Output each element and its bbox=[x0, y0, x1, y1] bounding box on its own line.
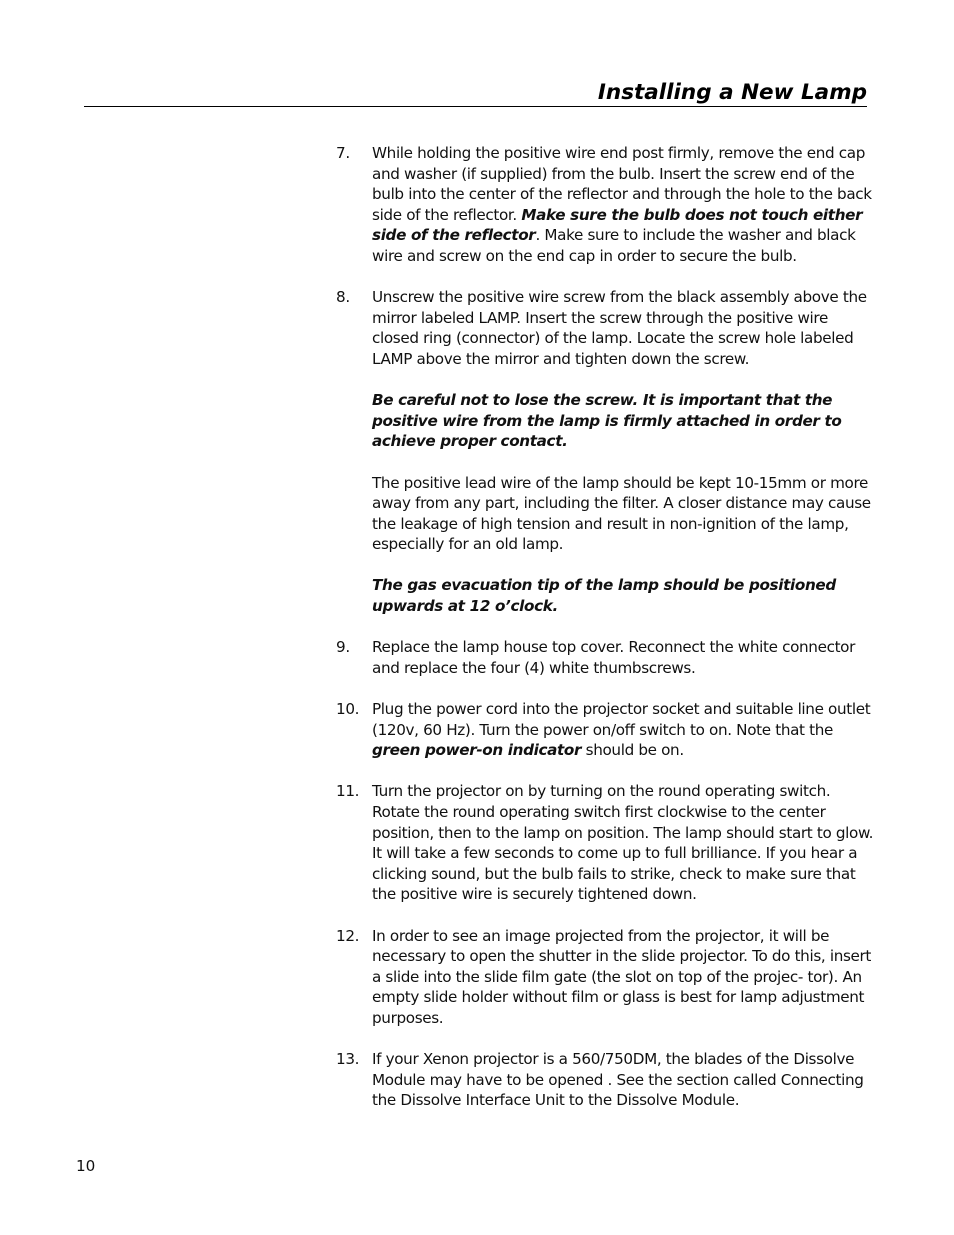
step-gap bbox=[336, 761, 876, 782]
step-gap bbox=[336, 267, 876, 288]
emphasis-text: Be careful not to lose the screw. It is important that the positive wire from the lamp is firmly attached in order to achieve proper contact. bbox=[372, 391, 842, 451]
step-number: 13. bbox=[336, 1050, 360, 1069]
page-title: Installing a New Lamp bbox=[597, 80, 867, 105]
step-gap bbox=[336, 905, 876, 926]
step-item bbox=[336, 926, 876, 1029]
step-paragraph bbox=[372, 575, 876, 616]
emphasis-text: green power-on indicator bbox=[372, 741, 582, 760]
step-item bbox=[336, 699, 876, 761]
step-number: 8. bbox=[336, 288, 350, 307]
step-number: 7. bbox=[336, 144, 350, 162]
page-number: 10 bbox=[76, 1157, 96, 1175]
body-text: While holding the positive wire end post firmly, remove the end cap and washer (if supplied) from the bulb. Insert the screw end of the bulb into the center of the reflector and through the hole to the back side of the reflector. bbox=[372, 144, 872, 224]
paragraph-gap bbox=[372, 452, 876, 473]
step-paragraph bbox=[372, 781, 876, 905]
step-item bbox=[336, 143, 876, 267]
body-text: . Make sure to include the washer and black wire and screw on the end cap in order to secure the bulb. bbox=[372, 226, 856, 265]
emphasis-text: Make sure the bulb does not touch either side of the reflector bbox=[372, 205, 863, 245]
step-gap bbox=[336, 678, 876, 699]
step-gap bbox=[336, 617, 876, 638]
body-text: Plug the power cord into the projector socket and suitable line outlet (120v, 60 Hz). Turn the power on/off switch to on. Note that the bbox=[372, 700, 871, 739]
step-gap bbox=[336, 1029, 876, 1050]
header-rule bbox=[84, 106, 867, 107]
step-paragraph bbox=[372, 699, 876, 761]
step-paragraph bbox=[372, 473, 876, 555]
step-number: 10. bbox=[336, 700, 360, 719]
body-text: If your Xenon projector is a 560/750DM, the blades of the Dissolve Module may have to be opened . See the section called Connecting the Dissolve Interface Unit to the Dissolve Module. bbox=[372, 1050, 864, 1110]
step-item bbox=[336, 1049, 876, 1111]
step-paragraph bbox=[372, 926, 876, 1029]
step-paragraph bbox=[372, 287, 876, 369]
step-item bbox=[336, 287, 876, 617]
body-text: Replace the lamp house top cover. Reconnect the white connector and replace the four (4) white thumbscrews. bbox=[372, 638, 856, 677]
paragraph-gap bbox=[372, 370, 876, 391]
step-number: 12. bbox=[336, 926, 360, 945]
step-paragraph bbox=[372, 390, 876, 452]
step-item bbox=[336, 637, 876, 678]
body-text: Turn the projector on by turning on the round operating switch. Rotate the round operating switch first clockwise to the center position, then to the lamp on position. The lamp should start to glow. It will take a few seconds to come up to full brilliance. If you hear a clicking sound, but the bulb fails to strike, check to make sure that the positive wire is securely tightened down. bbox=[372, 782, 874, 904]
step-item bbox=[336, 781, 876, 905]
emphasis-text: The gas evacuation tip of the lamp should be positioned upwards at 12 o’clock. bbox=[372, 576, 836, 616]
body-text: should be on. bbox=[581, 741, 684, 760]
step-number: 9. bbox=[336, 638, 350, 657]
paragraph-gap bbox=[372, 555, 876, 576]
instruction-list bbox=[336, 143, 876, 1111]
step-paragraph bbox=[372, 637, 876, 678]
step-paragraph bbox=[372, 1049, 876, 1111]
step-paragraph bbox=[372, 143, 876, 267]
step-number: 11. bbox=[336, 782, 360, 801]
body-text: The positive lead wire of the lamp should be kept 10-15mm or more away from any part, including the filter. A closer distance may cause the leakage of high tension and result in non-ignition of the lamp, especially for an old lamp. bbox=[372, 473, 871, 554]
body-text: Unscrew the positive wire screw from the black assembly above the mirror labeled LAMP. Insert the screw through the positive wire closed ring (connector) of the lamp. Locate the screw hole labeled LAMP above the mirror and tighten down the screw. bbox=[372, 288, 867, 368]
body-text: In order to see an image projected from the projector, it will be necessary to open the shutter in the slide projector. To do this, insert a slide into the slide film gate (the slot on top of the projec- tor). An empty slide holder without film or glass is best for lamp adjustment purposes. bbox=[372, 926, 872, 1027]
